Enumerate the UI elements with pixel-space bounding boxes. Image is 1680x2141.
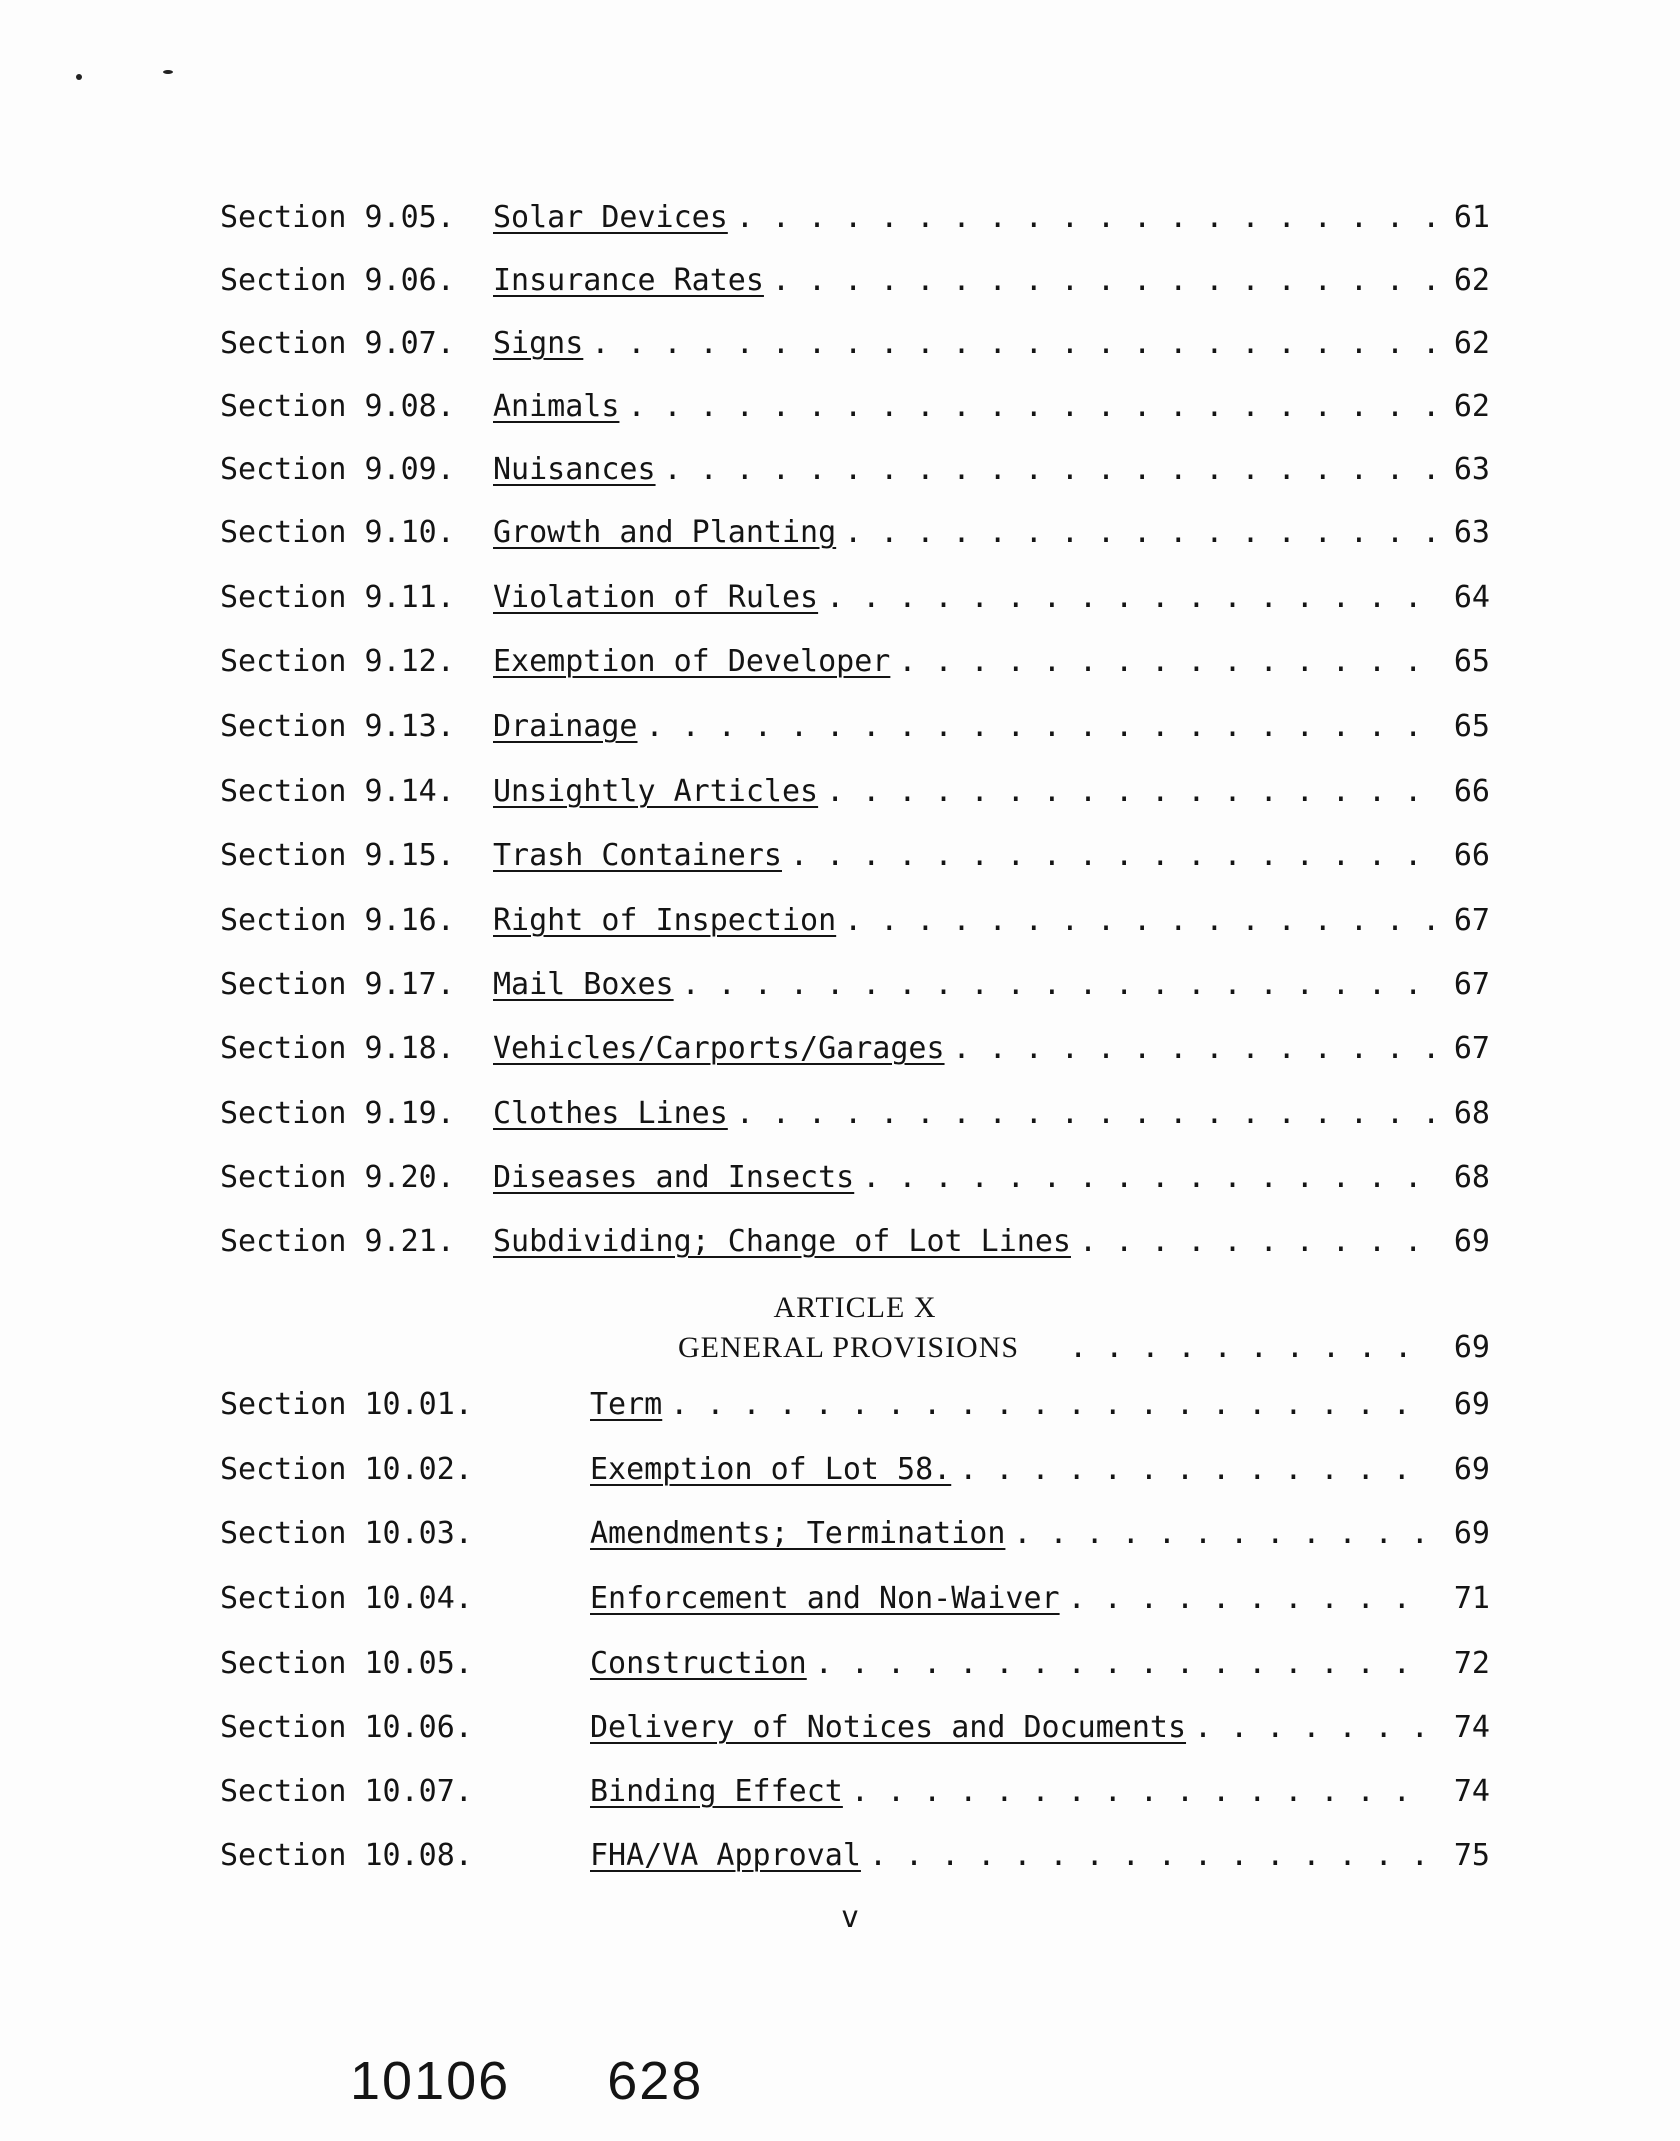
- roman-page-number: v: [840, 1900, 860, 1935]
- toc-entry: [220, 836, 1490, 876]
- toc-entry: [220, 1708, 1490, 1748]
- section-title: Diseases and Insects: [493, 1160, 855, 1195]
- dot-leader: [851, 1772, 1434, 1812]
- dot-leader: [664, 450, 1434, 490]
- section-title: Term: [590, 1387, 663, 1422]
- scan-speck: [76, 74, 82, 80]
- section-number: Section 9.16.: [220, 903, 455, 938]
- dot-leader: [736, 198, 1434, 238]
- page-number: 68: [1453, 1096, 1490, 1131]
- section-title: Delivery of Notices and Documents: [590, 1710, 1187, 1745]
- page-number: 69: [1453, 1516, 1490, 1551]
- section-number: Section 9.18.: [220, 1031, 455, 1066]
- section-number: Section 10.03.: [220, 1516, 473, 1551]
- section-title: Animals: [493, 389, 620, 424]
- section-title: FHA/VA Approval: [590, 1838, 861, 1873]
- toc-entry: [220, 1222, 1490, 1262]
- section-number: Section 9.08.: [220, 389, 455, 424]
- section-title: Right of Inspection: [493, 903, 837, 938]
- dot-leader: [1068, 1579, 1434, 1619]
- section-number: Section 10.01.: [220, 1387, 473, 1422]
- book-number: 10106: [350, 2051, 511, 2111]
- section-title: Binding Effect: [590, 1774, 843, 1809]
- dot-leader: [826, 578, 1434, 618]
- section-number: Section 9.15.: [220, 838, 455, 873]
- page-number: 65: [1453, 644, 1490, 679]
- toc-entry: [220, 578, 1490, 618]
- dot-leader: [670, 1385, 1434, 1425]
- scan-speck: [163, 70, 173, 74]
- article-heading-block: [220, 1288, 1490, 1378]
- toc-entry: [220, 324, 1490, 364]
- section-title: Enforcement and Non-Waiver: [590, 1581, 1060, 1616]
- page-number: 66: [1453, 774, 1490, 809]
- section-number: Section 9.21.: [220, 1224, 455, 1259]
- section-number: Section 9.09.: [220, 452, 455, 487]
- section-number: Section 10.08.: [220, 1838, 473, 1873]
- dot-leader: [1013, 1514, 1434, 1554]
- toc-entry: [220, 642, 1490, 682]
- section-number: Section 10.04.: [220, 1581, 473, 1616]
- dot-leader: [1194, 1708, 1434, 1748]
- section-number: Section 9.07.: [220, 326, 455, 361]
- book-page: 628: [607, 2051, 704, 2111]
- toc-entry: [220, 1029, 1490, 1069]
- section-number: Section 9.11.: [220, 580, 455, 615]
- section-title: Subdividing; Change of Lot Lines: [493, 1224, 1071, 1259]
- section-number: Section 9.05.: [220, 200, 455, 235]
- section-title: Violation of Rules: [493, 580, 819, 615]
- toc-entry: [220, 772, 1490, 812]
- section-title: Solar Devices: [493, 200, 728, 235]
- section-number: Section 9.19.: [220, 1096, 455, 1131]
- section-title: Mail Boxes: [493, 967, 674, 1002]
- page-number: 61: [1453, 200, 1490, 235]
- section-number: Section 9.17.: [220, 967, 455, 1002]
- toc-entry: [220, 1385, 1490, 1425]
- section-number: Section 9.20.: [220, 1160, 455, 1195]
- dot-leader: [844, 901, 1434, 941]
- section-title: Vehicles/Carports/Garages: [493, 1031, 945, 1066]
- dot-leader: [898, 642, 1434, 682]
- section-title: Exemption of Developer: [493, 644, 891, 679]
- section-title: Trash Containers: [493, 838, 782, 873]
- page-number: 62: [1453, 326, 1490, 361]
- page-number: 62: [1453, 389, 1490, 424]
- dot-leader: [736, 1094, 1434, 1134]
- section-title: Amendments; Termination: [590, 1516, 1006, 1551]
- toc-entry: [220, 1450, 1490, 1490]
- dot-leader: [772, 261, 1434, 301]
- section-title: Exemption of Lot 58.: [590, 1452, 952, 1487]
- page-number: 63: [1453, 515, 1490, 550]
- toc-entry: [220, 261, 1490, 301]
- article-title-row: [678, 1328, 1490, 1368]
- dot-leader: [815, 1644, 1434, 1684]
- dot-leader: [862, 1158, 1434, 1198]
- section-number: Section 9.14.: [220, 774, 455, 809]
- page-number: 74: [1453, 1774, 1490, 1809]
- section-number: Section 9.13.: [220, 709, 455, 744]
- toc-entry: [220, 1772, 1490, 1812]
- toc-entry: [220, 450, 1490, 490]
- book-reference: [350, 2050, 703, 2112]
- toc-entry: [220, 1094, 1490, 1134]
- dot-leader: [646, 707, 1435, 747]
- article-title: GENERAL PROVISIONS: [678, 1331, 1020, 1364]
- page-number: 69: [1453, 1330, 1490, 1365]
- dot-leader: [682, 965, 1434, 1005]
- section-number: Section 10.07.: [220, 1774, 473, 1809]
- section-title: Clothes Lines: [493, 1096, 728, 1131]
- toc-entry: [220, 901, 1490, 941]
- page-number: 75: [1453, 1838, 1490, 1873]
- page-number: 69: [1453, 1387, 1490, 1422]
- section-number: Section 10.06.: [220, 1710, 473, 1745]
- dot-leader: [844, 513, 1434, 553]
- page-number: 71: [1453, 1581, 1490, 1616]
- section-title: Growth and Planting: [493, 515, 837, 550]
- page-number: 64: [1453, 580, 1490, 615]
- section-title: Nuisances: [493, 452, 656, 487]
- dot-leader: [953, 1029, 1434, 1069]
- dot-leader: [1069, 1328, 1434, 1368]
- page-number: 63: [1453, 452, 1490, 487]
- page-number: 67: [1453, 903, 1490, 938]
- section-number: Section 9.06.: [220, 263, 455, 298]
- dot-leader: [826, 772, 1434, 812]
- dot-leader: [959, 1450, 1434, 1490]
- dot-leader: [869, 1836, 1434, 1876]
- page-number: 72: [1453, 1646, 1490, 1681]
- page-number: 69: [1453, 1224, 1490, 1259]
- dot-leader: [591, 324, 1434, 364]
- section-number: Section 9.10.: [220, 515, 455, 550]
- toc-entry: [220, 965, 1490, 1005]
- section-title: Construction: [590, 1646, 807, 1681]
- section-number: Section 9.12.: [220, 644, 455, 679]
- dot-leader: [1079, 1222, 1434, 1262]
- section-title: Unsightly Articles: [493, 774, 819, 809]
- page-number: 67: [1453, 967, 1490, 1002]
- toc-entry: [220, 1836, 1490, 1876]
- section-number: Section 10.05.: [220, 1646, 473, 1681]
- toc-entry: [220, 1579, 1490, 1619]
- section-title: Drainage: [493, 709, 638, 744]
- toc-entry: [220, 1158, 1490, 1198]
- page-number: 65: [1453, 709, 1490, 744]
- section-number: Section 10.02.: [220, 1452, 473, 1487]
- dot-leader: [790, 836, 1434, 876]
- toc-entry: [220, 387, 1490, 427]
- section-title: Signs: [493, 326, 584, 361]
- toc-entry: [220, 1514, 1490, 1554]
- page-number: 74: [1453, 1710, 1490, 1745]
- page-number: 62: [1453, 263, 1490, 298]
- page-number: 68: [1453, 1160, 1490, 1195]
- toc-entry: [220, 198, 1490, 238]
- page-number: 66: [1453, 838, 1490, 873]
- toc-entry: [220, 1644, 1490, 1684]
- article-heading: ARTICLE X: [773, 1291, 937, 1324]
- toc-entry: [220, 513, 1490, 553]
- toc-entry: [220, 707, 1490, 747]
- page-number: 67: [1453, 1031, 1490, 1066]
- dot-leader: [627, 387, 1434, 427]
- section-title: Insurance Rates: [493, 263, 764, 298]
- page-number: 69: [1453, 1452, 1490, 1487]
